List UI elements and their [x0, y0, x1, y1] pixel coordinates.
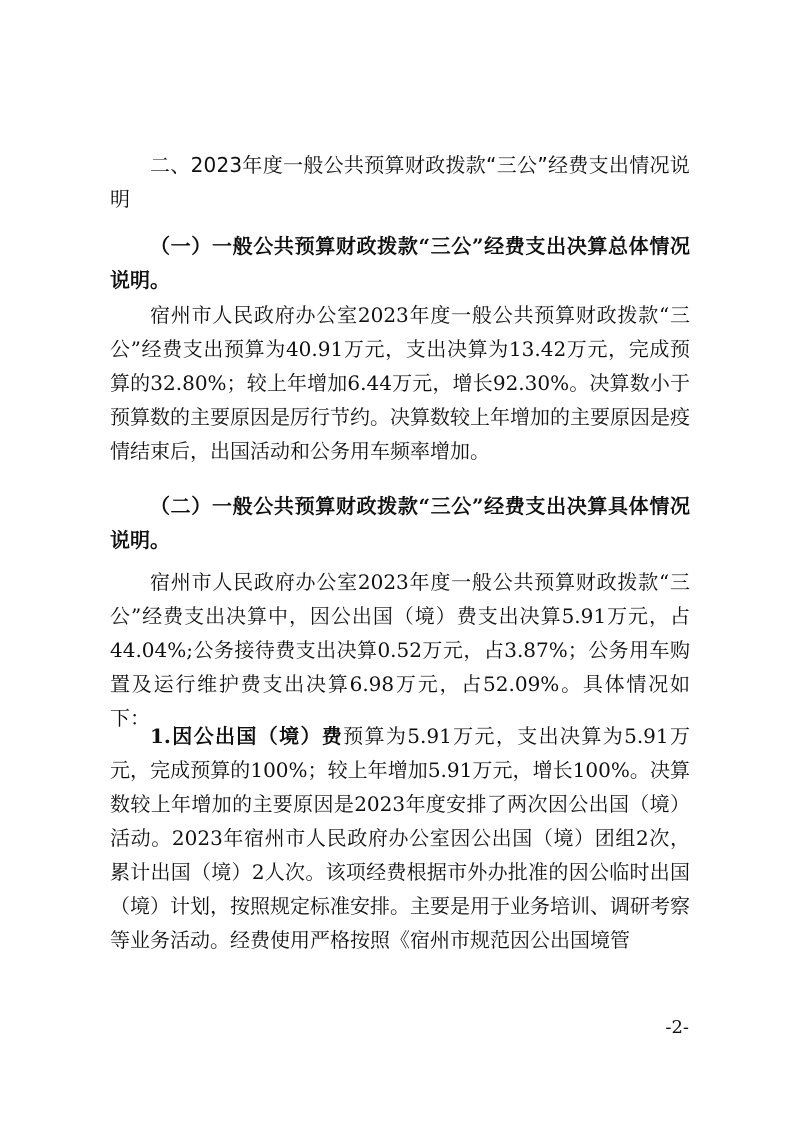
item-1-text: 预算为5.91万元，支出决算为5.91万元，完成预算的100%；较上年增加5.91万元，增长100%。决算数较上年增加的主要原因是2023年度安排了两次因公出国（境）活动。2023年宿州市人民政府办公室因公出国（境）团组2次，累计出国（境）2人次。该项经费根据市外办批准的因公临时出国（境）计划，按照规定标准安排。主要是用于业务培训、调研考察等业务活动。经费使用严格按照《宿州市规范因公出国境管	[110, 724, 690, 952]
item-1-label: 1.因公出国（境）费	[150, 724, 344, 748]
item-1-paragraph	[110, 719, 690, 957]
subsection-2-heading: （二）一般公共预算财政拨款“三公”经费支出决算具体情况说明。	[110, 494, 690, 552]
subsection-1-paragraph: 宿州市人民政府办公室2023年度一般公共预算财政拨款“三公”经费支出预算为40.91万元，支出决算为13.42万元，完成预算的32.80%；较上年增加6.44万元，增长92.30%。决算数小于预算数的主要原因是厉行节约。决算数较上年增加的主要原因是疫情结束后，出国活动和公务用车频率增加。	[110, 303, 690, 463]
subsection-1-heading: （一）一般公共预算财政拨款“三公”经费支出决算总体情况说明。	[110, 234, 690, 292]
page-number: -2-	[665, 1017, 689, 1038]
subsection-2-paragraph: 宿州市人民政府办公室2023年度一般公共预算财政拨款“三公”经费支出决算中，因公出国（境）费支出决算5.91万元，占44.04%;公务接待费支出决算0.52万元，占3.87%；公务用车购置及运行维护费支出决算6.98万元，占52.09%。具体情况如下：	[110, 570, 690, 730]
section-heading: 二、2023年度一般公共预算财政拨款“三公”经费支出情况说明	[110, 153, 690, 211]
